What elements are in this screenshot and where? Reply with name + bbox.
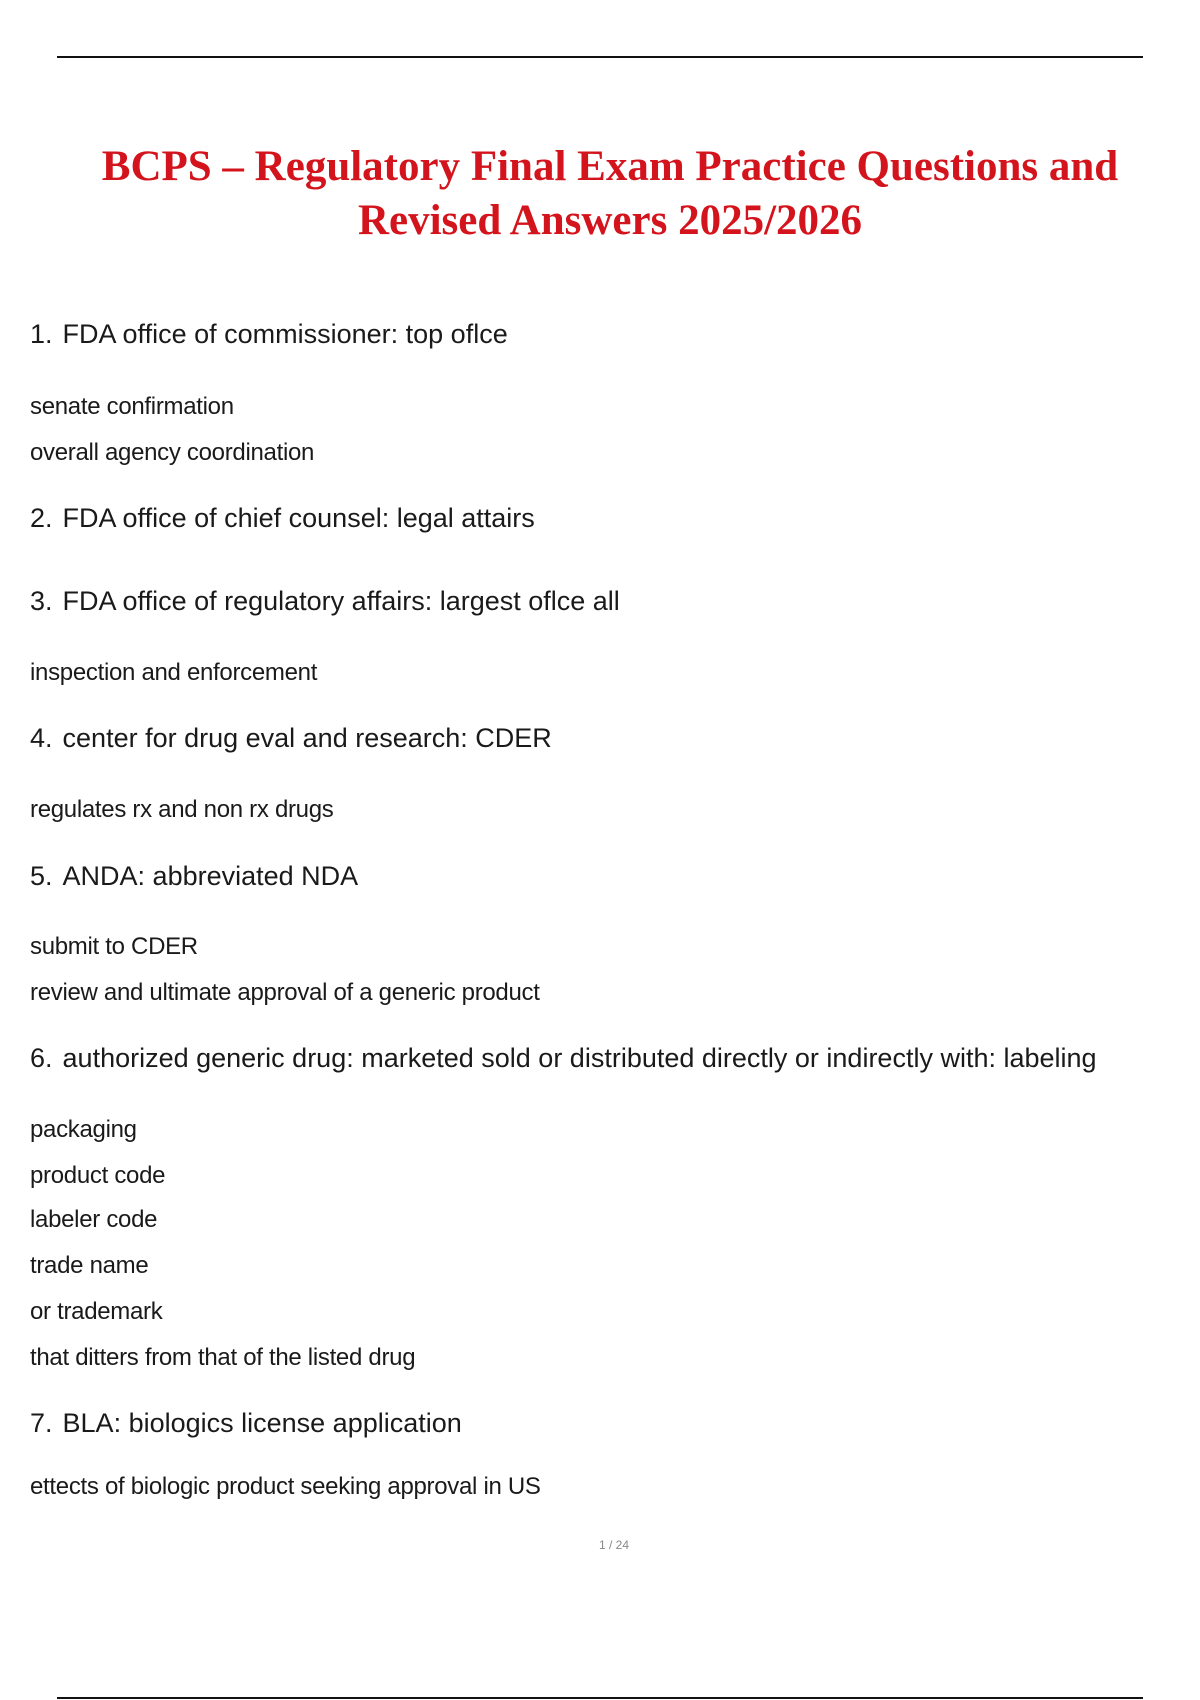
answer-line: ettects of biologic product seeking approval in US — [30, 1473, 541, 1500]
answer-line: submit to CDER — [30, 933, 198, 960]
top-rule — [57, 56, 1143, 58]
answer-line: overall agency coordination — [30, 439, 315, 466]
page-number: 1 / 24 — [598, 1538, 630, 1552]
question-prompt: FDA office of regulatory affairs: largest oflce all — [62, 586, 620, 616]
answer-line: labeler code — [30, 1206, 158, 1233]
question-5 — [30, 860, 358, 892]
question-prompt: center for drug eval and research: CDER — [62, 723, 552, 753]
answer-line: review and ultimate approval of a generic product — [30, 979, 540, 1006]
question-number: 5. — [30, 861, 53, 891]
document-title: BCPS – Regulatory Final Exam Practice Questions and Revised Answers 2025/2026 — [101, 143, 1119, 244]
answer-line: trade name — [30, 1252, 149, 1279]
question-number: 7. — [30, 1408, 53, 1438]
question-prompt: FDA office of chief counsel: legal attairs — [62, 503, 535, 533]
question-prompt: ANDA: abbreviated NDA — [62, 861, 359, 891]
question-7 — [30, 1407, 462, 1439]
question-number: 2. — [30, 503, 53, 533]
bottom-rule — [57, 1697, 1143, 1699]
question-4 — [30, 722, 552, 754]
question-1 — [30, 318, 508, 350]
answer-line: packaging — [30, 1116, 137, 1143]
question-prompt: BLA: biologics license application — [62, 1408, 462, 1438]
question-2 — [30, 502, 535, 534]
answer-line: senate confirmation — [30, 393, 234, 420]
answer-line: or trademark — [30, 1298, 163, 1325]
question-prompt: FDA office of commissioner: top oflce — [62, 319, 508, 349]
question-6 — [30, 1042, 1097, 1074]
answer-line: that ditters from that of the listed drug — [30, 1344, 416, 1371]
answer-line: inspection and enforcement — [30, 659, 318, 686]
answer-line: regulates rx and non rx drugs — [30, 796, 334, 823]
answer-line: product code — [30, 1162, 166, 1189]
question-number: 1. — [30, 319, 53, 349]
question-number: 4. — [30, 723, 53, 753]
question-number: 3. — [30, 586, 53, 616]
question-number: 6. — [30, 1043, 53, 1073]
question-prompt: authorized generic drug: marketed sold or distributed directly or indirectly with: labeling — [62, 1043, 1097, 1073]
question-3 — [30, 585, 620, 617]
